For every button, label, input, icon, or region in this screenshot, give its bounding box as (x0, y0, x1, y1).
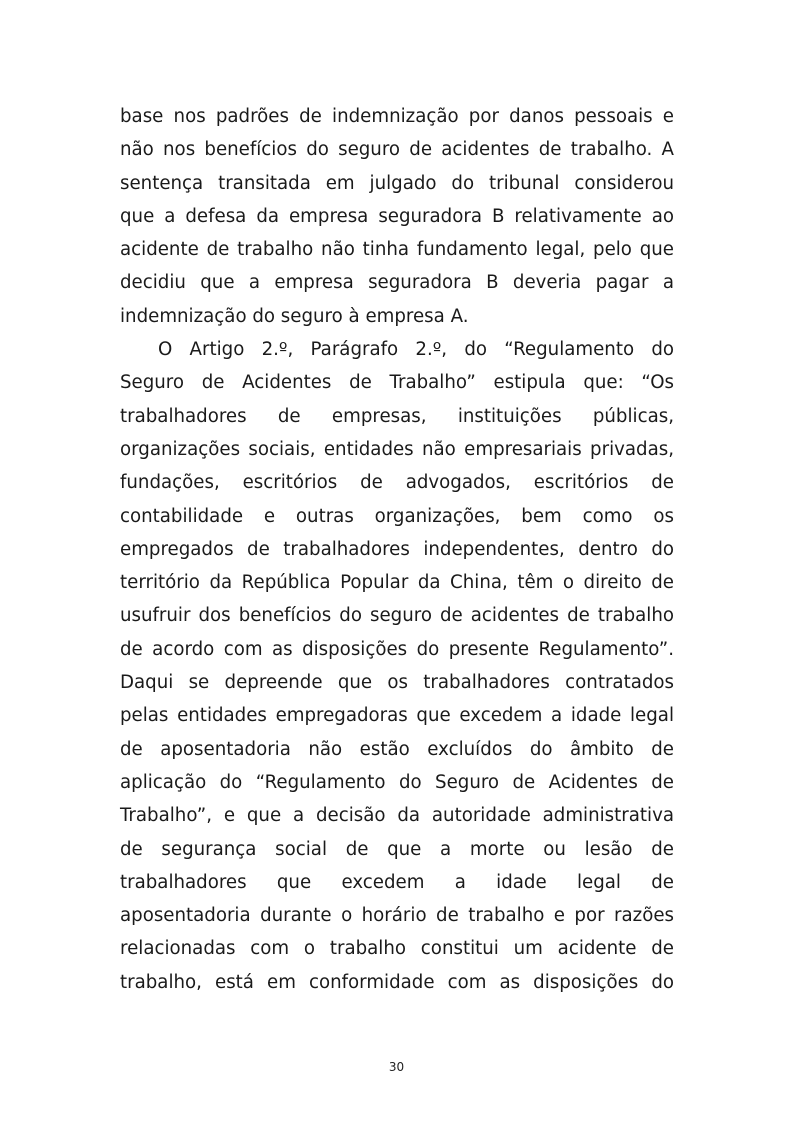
text-line: de acordo com as disposições do presente Regulamento”. (120, 638, 674, 660)
text-line: base nos padrões de indemnização por danos pessoais e (120, 106, 674, 127)
text-line: sentença transitada em julgado do tribunal considerou (120, 172, 674, 194)
text-line: usufruir dos benefícios do seguro de acidentes de trabalho (120, 605, 674, 627)
page-number: 30 (388, 1060, 405, 1074)
text-line: trabalho, está em conformidade com as disposições do (120, 971, 674, 993)
text-line: trabalhadores de empresas, instituições públicas, (120, 405, 674, 427)
text-line: não nos benefícios do seguro de acidentes de trabalho. A (120, 139, 674, 161)
text-line: aplicação do “Regulamento do Seguro de Acidentes de (120, 771, 674, 793)
text-line: Trabalho”, e que a decisão da autoridade administrativa (120, 805, 674, 827)
text-line: Seguro de Acidentes de Trabalho” estipula que: “Os (120, 372, 674, 394)
text-line: contabilidade e outras organizações, bem como os (120, 505, 674, 527)
paragraph-1 (120, 100, 674, 333)
text-line: de aposentadoria não estão excluídos do âmbito de (120, 738, 674, 760)
text-line: trabalhadores que excedem a idade legal de (120, 871, 674, 893)
text-line: O Artigo 2.º, Parágrafo 2.º, do “Regulamento do (158, 339, 674, 361)
text-line: relacionadas com o trabalho constitui um acidente de (120, 938, 674, 960)
text-line: organizações sociais, entidades não empresariais privadas, (120, 438, 674, 460)
text-line: Daqui se depreende que os trabalhadores contratados (120, 672, 674, 694)
text-line: empregados de trabalhadores independentes, dentro do (120, 538, 674, 560)
text-line: aposentadoria durante o horário de trabalho e por razões (120, 905, 674, 927)
text-line: fundações, escritórios de advogados, escritórios de (120, 472, 674, 494)
text-line: decidiu que a empresa seguradora B deveria pagar a (120, 272, 674, 294)
body-text (120, 100, 674, 999)
text-line: indemnização do seguro à empresa A. (120, 305, 469, 327)
text-line: que a defesa da empresa seguradora B relativamente ao (120, 205, 674, 227)
text-line: território da República Popular da China, têm o direito de (120, 572, 674, 594)
text-line: acidente de trabalho não tinha fundamento legal, pelo que (120, 239, 674, 261)
paragraph-2 (120, 333, 674, 999)
text-line: de segurança social de que a morte ou lesão de (120, 838, 674, 860)
text-line: pelas entidades empregadoras que excedem a idade legal (120, 705, 674, 727)
